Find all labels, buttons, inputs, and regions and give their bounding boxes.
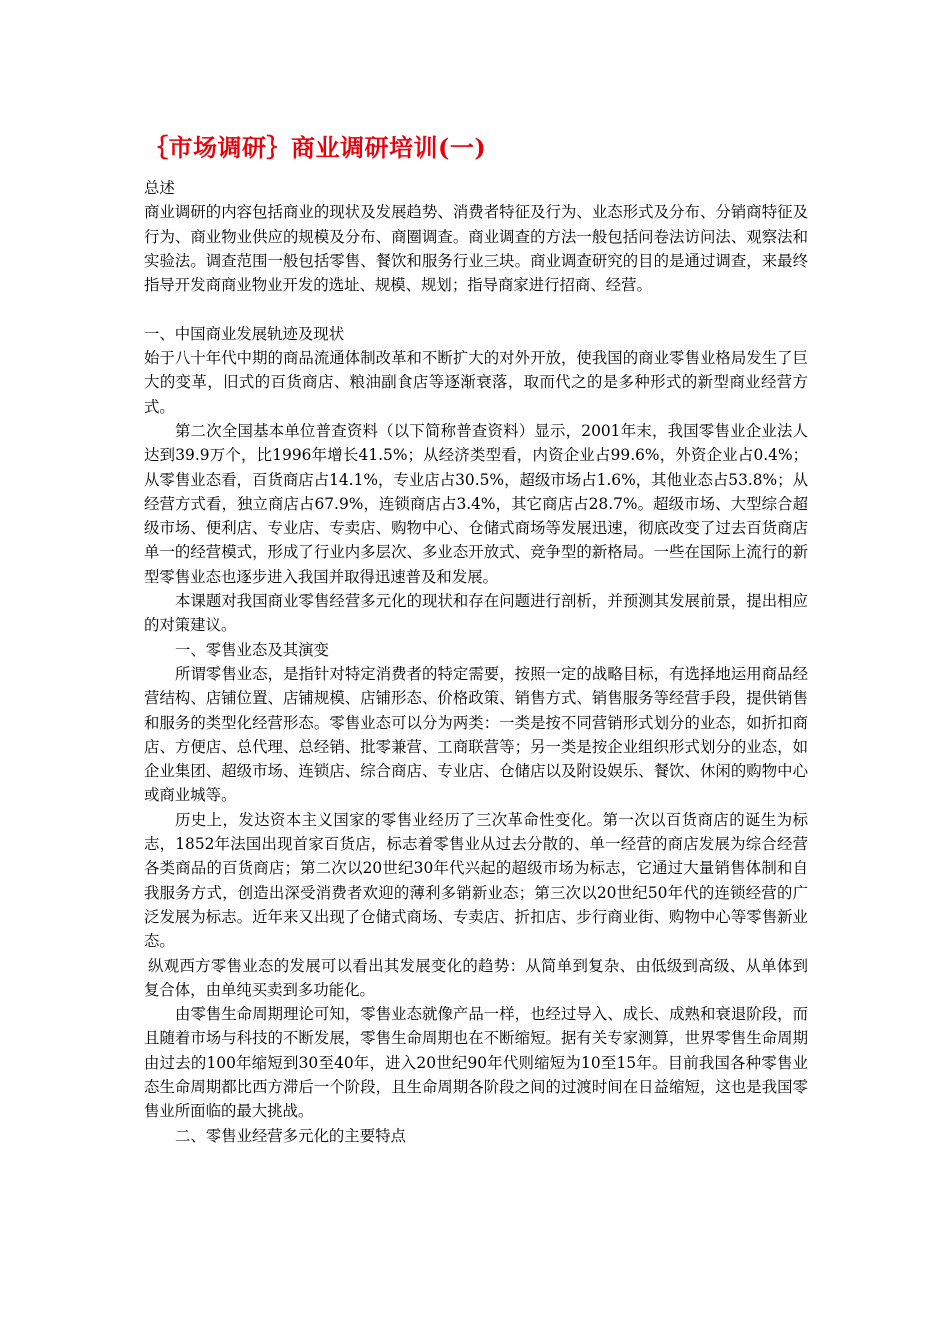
blank-line xyxy=(144,297,808,321)
paragraph-census: 第二次全国基本单位普查资料（以下简称普查资料）显示，2001年末，我国零售业企业法人达到39.9万个，比1996年增长41.5%；从经济类型看，内资企业占99.6%，外资企业占0.4%；从零售业态看，百货商店占14.1%，专业店占30.5%，超级市场占1.6%，其他业态占53.8%；从经营方式看，独立商店占67.9%，连锁商店占3.4%，其它商店占28.7%。超级市场、大型综合超级市场、便利店、专业店、专卖店、购物中心、仓储式商场等发展迅速，彻底改变了过去百货商店单一的经营模式，形成了行业内多层次、多业态开放式、竞争型的新格局。一些在国际上流行的新型零售业态也逐步进入我国并取得迅速普及和发展。 xyxy=(144,421,808,586)
paragraph-overview: 商业调研的内容包括商业的现状及发展趋势、消费者特征及行为、业态形式及分布、分销商特征及行为、商业物业供应的规模及分布、商圈调查。商业调查的方法一般包括问卷法访问法、观察法和实验法。调查范围一般包括零售、餐饮和服务行业三块。商业调查研究的目的是通过调查，来最终指导开发商商业物业开发的选址、规模、规划；指导商家进行招商、经营。 xyxy=(144,203,808,295)
paragraph-revolutions: 历史上，发达资本主义国家的零售业经历了三次革命性变化。第一次以百货商店的诞生为标志，1852年法国出现首家百货店，标志着零售业从过去分散的、单一经营的商店发展为综合经营各类商品的百货商店；第二次以20世纪30年代兴起的超级市场为标志，它通过大量销售体制和自我服务方式，创造出深受消费者欢迎的薄利多销新业态；第三次以20世纪50年代的连锁经营的广泛发展为标志。近年来又出现了仓储式商场、专卖店、折扣店、步行商业街、购物中心等零售新业态。 xyxy=(144,810,808,951)
section-heading-overview: 总述 xyxy=(144,179,175,197)
paragraph-topic: 本课题对我国商业零售经营多元化的现状和存在问题进行剖析，并预测其发展前景，提出相应的对策建议。 xyxy=(144,592,808,635)
document-page xyxy=(144,128,808,1148)
subsection-heading-formats: 一、零售业态及其演变 xyxy=(175,640,329,659)
document-title: ｛市场调研｝商业调研培训(一) xyxy=(144,133,487,162)
paragraph-lifecycle: 由零售生命周期理论可知，零售业态就像产品一样，也经过导入、成长、成熟和衰退阶段，而且随着市场与科技的不断发展，零售生命周期也在不断缩短。据有关专家测算，世界零售生命周期由过去的100年缩短到30至40年，进入20世纪90年代则缩短为10至15年。目前我国各种零售业态生命周期都比西方滞后一个阶段，且生命周期各阶段之间的过渡时间在日益缩短，这也是我国零售业所面临的最大挑战。 xyxy=(144,1005,808,1121)
section-heading-2: 二、零售业经营多元化的主要特点 xyxy=(175,1126,406,1145)
paragraph-history: 始于八十年代中期的商品流通体制改革和不断扩大的对外开放，使我国的商业零售业格局发生了巨大的变革，旧式的百货商店、粮油副食店等逐渐衰落，取而代之的是多种形式的新型商业经营方式。 xyxy=(144,349,808,416)
paragraph-definition: 所谓零售业态，是指针对特定消费者的特定需要，按照一定的战略目标，有选择地运用商品经营结构、店铺位置、店铺规模、店铺形态、价格政策、销售方式、销售服务等经营手段，提供销售和服务的类型化经营形态。零售业态可以分为两类：一类是按不同营销形式划分的业态，如折扣商店、方便店、总代理、总经销、批零兼营、工商联营等；另一类是按企业组织形式划分的业态，如企业集团、超级市场、连锁店、综合商店、专业店、仓储店以及附设娱乐、餐饮、休闲的购物中心或商业城等。 xyxy=(144,664,808,805)
section-heading-1: 一、中国商业发展轨迹及现状 xyxy=(144,324,345,343)
paragraph-trend: 纵观西方零售业态的发展可以看出其发展变化的趋势：从简单到复杂、由低级到高级、从单体到复合体，由单纯买卖到多功能化。 xyxy=(144,956,808,999)
